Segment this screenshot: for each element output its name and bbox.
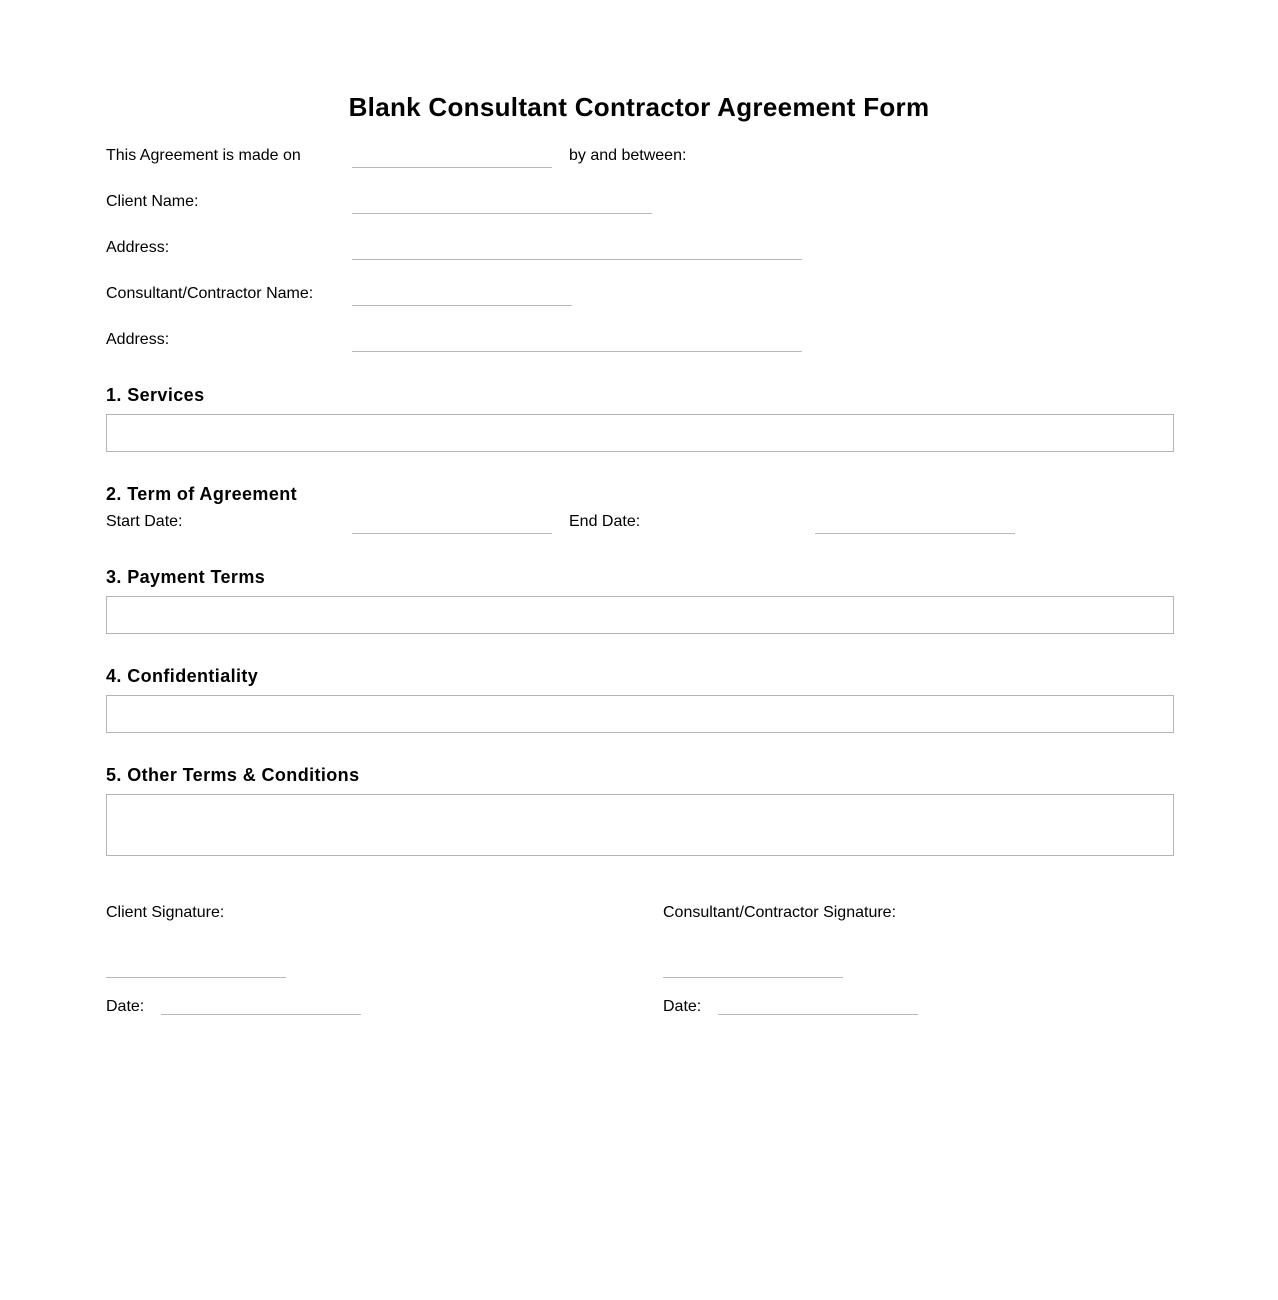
other-terms-textbox[interactable]	[106, 794, 1174, 856]
client-date-field[interactable]	[161, 1014, 361, 1015]
consultant-signature-field[interactable]	[663, 977, 843, 978]
consultant-signature-label: Consultant/Contractor Signature:	[663, 904, 897, 921]
payment-textbox[interactable]	[106, 596, 1174, 634]
form-title: Blank Consultant Contractor Agreement Form	[348, 92, 930, 122]
services-textbox[interactable]	[106, 414, 1174, 452]
services-heading: 1. Services	[106, 385, 205, 405]
client-address-label: Address:	[106, 239, 170, 256]
client-name-field[interactable]	[352, 213, 652, 214]
payment-heading: 3. Payment Terms	[106, 567, 266, 587]
other-terms-heading: 5. Other Terms & Conditions	[106, 765, 360, 785]
client-signature-label: Client Signature:	[106, 904, 225, 921]
consultant-date-label: Date:	[663, 998, 702, 1015]
client-name-label: Client Name:	[106, 193, 199, 210]
consultant-address-label: Address:	[106, 331, 170, 348]
term-heading: 2. Term of Agreement	[106, 484, 298, 504]
consultant-name-field[interactable]	[352, 305, 572, 306]
confidentiality-textbox[interactable]	[106, 695, 1174, 733]
by-and-between-label: by and between:	[569, 147, 687, 164]
client-date-label: Date:	[106, 998, 145, 1015]
client-address-field[interactable]	[352, 259, 802, 260]
agreement-date-label: This Agreement is made on	[106, 147, 301, 164]
consultant-address-field[interactable]	[352, 351, 802, 352]
confidentiality-heading: 4. Confidentiality	[106, 666, 259, 686]
end-date-field[interactable]	[815, 533, 1015, 534]
client-signature-field[interactable]	[106, 977, 286, 978]
agreement-date-field[interactable]	[352, 167, 552, 168]
start-date-field[interactable]	[352, 533, 552, 534]
consultant-date-field[interactable]	[718, 1014, 918, 1015]
start-date-label: Start Date:	[106, 513, 183, 530]
consultant-name-label: Consultant/Contractor Name:	[106, 285, 314, 302]
end-date-label: End Date:	[569, 513, 641, 530]
